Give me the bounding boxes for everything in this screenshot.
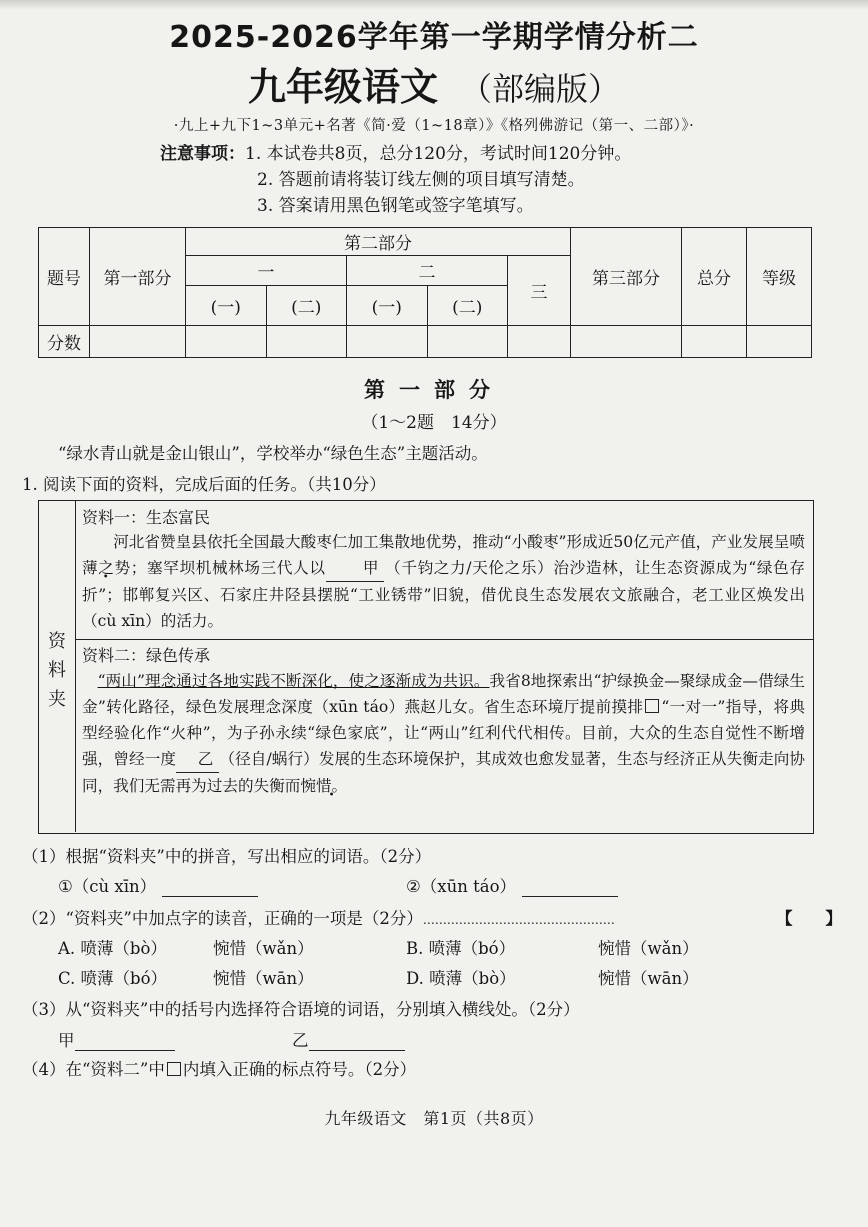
fill-yi: 乙 (292, 1027, 405, 1051)
question-1-2: （2）“资料夹”中加点字的读音，正确的一项是（2分）………………………………………… 【 】 (22, 905, 842, 929)
part3-header: 第三部分 (571, 228, 682, 326)
part1-header: 第一部分 (90, 228, 186, 326)
activity-intro: “绿水青山就是金山银山”，学校举办“绿色生态”主题活动。 (58, 444, 488, 463)
question-1-3: （3）从“资料夹”中的括号内选择符合语境的词语，分别填入横线处。（2分） (22, 1000, 580, 1019)
section2-header: 二 (347, 256, 508, 286)
question-1: 1. 阅读下面的资料，完成后面的任务。（共10分） (22, 475, 386, 494)
dotted-char: 惜 (315, 777, 332, 795)
material-folder (38, 500, 814, 834)
part-heading: 第一部分 (364, 378, 504, 402)
notice-item: 2. 答题前请将装订线左侧的项目填写清楚。 (257, 170, 585, 190)
option-c: C. 喷薄（bó） (58, 969, 168, 988)
exam-scope: ·九上+九下1~3单元+名著《简·爱（1~18章）》《格列佛游记（第一、二部）》· (173, 118, 695, 134)
part2-header: 第二部分 (186, 228, 571, 256)
blank-jia: 甲 (326, 555, 385, 582)
material-2-text: “两山”理念通过各地实践不断深化，使之逐渐成为共识。我省8地探索出“护绿换金—聚绿成金—借绿生金”转化路径，绿色发展理念深度（xūn táo）燕赵儿女。省生态环境厅提前摸排 “一对一”指导，将典型经验化作“火种”，为子孙永续“绿色家底”，让“两山”红利代代相传。目前，大众的生态自觉性不断增强，曾经一度 乙 （径自/蜗行）发展的生态环境保护，其成效也愈发显著，生态与经济正从失衡走向协同，我们无需再为过去的失衡而惋惜。 (82, 672, 805, 795)
question-1-4: （4）在“资料二”中 内填入正确的标点符号。（2分） (22, 1060, 417, 1079)
notice-label: 注意事项： (160, 144, 245, 164)
pinyin-item-b: ②（xūn táo） (406, 873, 618, 897)
subsection-header: (二) (266, 286, 347, 326)
answer-line (522, 896, 618, 897)
option-d-2: 惋惜（wān） (598, 969, 699, 988)
material-folder-label: 资 料 夹 (39, 501, 76, 832)
option-d: D. 喷薄（bò） (406, 969, 516, 988)
score-cell (682, 326, 747, 358)
score-cell (571, 326, 682, 358)
option-b: B. 喷薄（bó） (406, 939, 516, 958)
score-cell (90, 326, 186, 358)
score-table (38, 227, 812, 358)
part-subheading: （1～2题 14分） (361, 413, 507, 433)
punctuation-box (167, 1062, 181, 1076)
material-1-text: 河北省赞皇县依托全国最大酸枣仁加工集散地优势，推动“小酸枣”形成近50亿元产值，产业发展呈喷薄之势；塞罕坝机械林场三代人以 甲 （千钧之力/天伦之乐）治沙造林，让生态资源成为“绿色存折”；邯郸复兴区、石家庄井陉县摆脱“工业锈带”旧貌，借优良生态发展农文旅融合，老工业区焕发出（cù xīn）的活力。 (82, 533, 805, 630)
answer-line (309, 1050, 405, 1051)
question-1-1: （1）根据“资料夹”中的拼音，写出相应的词语。（2分） (22, 847, 432, 866)
section3-header: 三 (508, 256, 571, 326)
notice-block (160, 141, 631, 219)
question-number-label: 题号 (39, 228, 90, 326)
pinyin-item-a: ①（cù xīn） (58, 873, 258, 897)
material-1-title: 资料一：生态富民 (82, 508, 211, 527)
score-cell (266, 326, 347, 358)
subsection-header: (一) (186, 286, 267, 326)
option-c-2: 惋惜（wān） (213, 969, 314, 988)
score-cell (186, 326, 267, 358)
punctuation-box (645, 699, 659, 713)
score-cell (747, 326, 812, 358)
score-cell (508, 326, 571, 358)
material-2-title: 资料二：绿色传承 (82, 646, 211, 665)
score-cell (427, 326, 508, 358)
answer-line (75, 1050, 175, 1051)
total-header: 总分 (682, 228, 747, 326)
page-footer: 九年级语文 第1页（共8页） (324, 1109, 544, 1128)
material-2 (75, 639, 813, 833)
scan-edge (0, 0, 868, 10)
notice-item: 3. 答案请用黑色钢笔或签字笔填写。 (257, 196, 534, 216)
notice-item: 1. 本试卷共8页，总分120分，考试时间120分钟。 (245, 144, 632, 164)
option-b-2: 惋惜（wǎn） (598, 939, 699, 958)
answer-bracket: 【 】 (776, 909, 842, 928)
answer-line (162, 896, 258, 897)
option-a: A. 喷薄（bò） (58, 939, 167, 958)
edition-label: （部编版） (460, 70, 621, 108)
material-1 (75, 501, 813, 640)
score-row-label: 分数 (39, 326, 90, 358)
section1-header: 一 (186, 256, 347, 286)
score-cell (347, 326, 428, 358)
subject-name: 九年级语文 (247, 64, 438, 109)
subject-title (0, 56, 868, 111)
option-a-2: 惋惜（wǎn） (213, 939, 314, 958)
subsection-header: (二) (427, 286, 508, 326)
dotted-char: 薄 (82, 559, 99, 577)
subsection-header: (一) (347, 286, 428, 326)
blank-yi: 乙 (176, 746, 219, 773)
grade-header: 等级 (747, 228, 812, 326)
fill-jia: 甲 (58, 1027, 175, 1051)
exam-title: 2025-2026学年第一学期学情分析二 (169, 20, 699, 55)
